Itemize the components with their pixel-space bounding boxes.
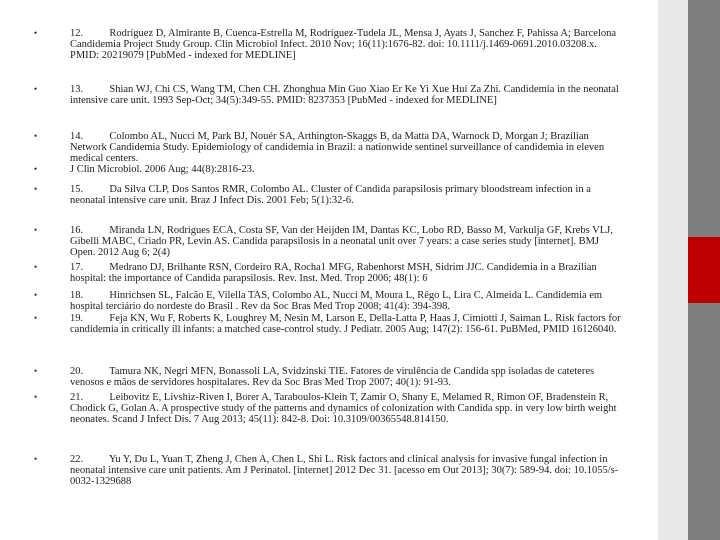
bullet-icon: • xyxy=(34,313,38,323)
reference-item: 20. Tamura NK, Negri MFN, Bonassoli LA, Svidzinski TIE. Fatores de virulência de Candida spp isoladas de cateteres venosos e mãos de servidores hospitalares. Rev da Soc Bras Med Trop 2007; 40(1): 91-93. xyxy=(70,366,597,388)
bullet-icon: • xyxy=(34,290,38,300)
reference-item: 18. Hinrichsen SL, Falcão E, Vilella TAS, Colombo AL, Nucci M, Moura L, Rêgo L, Lira C, Almeida L. Candidemia em hospital terciário do nordeste do Brasil . Rev da Soc Bras Med Trop 2008; 41(4): 394-398. xyxy=(70,290,605,312)
bullet-icon: • xyxy=(34,84,38,94)
bullet-icon: • xyxy=(34,164,38,174)
bullet-icon: • xyxy=(34,262,38,272)
bullet-icon: • xyxy=(34,454,38,464)
decorative-red-accent xyxy=(688,237,720,303)
bullet-icon: • xyxy=(34,392,38,402)
bullet-icon: • xyxy=(34,225,38,235)
reference-item: 14. Colombo AL, Nucci M, Park BJ, Nouér SA, Arthington-Skaggs B, da Matta DA, Warnock D, Morgan J; Brazilian Network Candidemia Study. Epidemiology of candidemia in Brazil: a nationwide sentinel surveillance of candidemia in eleven medical centers. xyxy=(70,131,607,164)
reference-item: 21. Leibovitz E, Livshiz-Riven I, Borer A, Taraboulos-Klein T, Zamir O, Shany E, Melamed R, Rimon OF, Bradenstein R, Chodick G, Golan A. A prospective study of the patterns and dynamics of colonization with Candida spp. in very low birth weight neonates. Scand J Infect Dis. 7 Aug 2013; 45(11): 842-8. Doi: 10.3109/00365548.814150. xyxy=(70,392,620,425)
decorative-side-band-light xyxy=(658,0,688,540)
reference-item: 16. Miranda LN, Rodrigues ECA, Costa SF, Van der Heijden IM, Dantas KC, Lobo RD, Basso M, Varkulja GF, Krebs VLJ, Gibelli MABC, Criado PR, Levin AS. Candida parapsilosis in a neonatal unit over 7 years: a case series study [internet]. BMJ Open. 2012 Aug 6; 2(4) xyxy=(70,225,616,258)
reference-item: 22. Yu Y, Du L, Yuan T, Zheng J, Chen A, Chen L, Shi L. Risk factors and clinical analysis for invasive fungal infection in neonatal intensive care unit patients. Am J Perinatol. [internet] 2012 Dec 31. [acesso em Out 2013]; 30(7): 589-94. doi: 10.1055/s-0032-1329688 xyxy=(70,454,619,487)
bullet-icon: • xyxy=(34,366,38,376)
bullet-icon: • xyxy=(34,28,38,38)
bullet-icon: • xyxy=(34,131,38,141)
reference-item: J Clin Microbiol. 2006 Aug; 44(8):2816-23. xyxy=(70,164,255,175)
reference-item: 17. Medrano DJ, Brilhante RSN, Cordeiro RA, Rocha1 MFG, Rabenhorst MSH, Sidrim JJC. Candidemia in a Brazilian hospital: the importance of Candida parapsilosis. Rev. Inst. Med. Trop 2006; 48(1): 6 xyxy=(70,262,600,284)
bullet-icon: • xyxy=(34,184,38,194)
reference-item: 19. Feja KN, Wu F, Roberts K, Loughrey M, Nesin M, Larson E, Della-Latta P, Haas J, Cimiotti J, Saiman L. Risk factors for candidemia in critically ill infants: a matched case-control study. J Pediatr. 2005 Aug; 147(2): 156-61. PuBMed, PMID 16126040. xyxy=(70,313,624,335)
reference-item: 12. Rodríguez D, Almirante B, Cuenca-Estrella M, Rodríguez-Tudela JL, Mensa J, Ayats J, Sanchez F, Pahissa A; Barcelona Candidemia Project Study Group. Clin Microbiol Infect. 2010 Nov; 16(11):1676-82. doi: 10.1111/j.1469-0691.2010.03208.x. PMID: 20219079 [PubMed - indexed for MEDLINE] xyxy=(70,28,619,61)
reference-item: 15. Da Silva CLP, Dos Santos RMR, Colombo AL. Cluster of Candida parapsilosis primary bloodstream infection in a neonatal intensive care unit. Braz J Infect Dis. 2001 Feb; 5(1):32-6. xyxy=(70,184,594,206)
reference-item: 13. Shian WJ, Chi CS, Wang TM, Chen CH. Zhonghua Min Guo Xiao Er Ke Yi Xue Hui Za Zhi. Candidemia in the neonatal intensive care unit. 1993 Sep-Oct; 34(5):349-55. PMID: 8237353 [PubMed - indexed for MEDLINE] xyxy=(70,84,622,106)
